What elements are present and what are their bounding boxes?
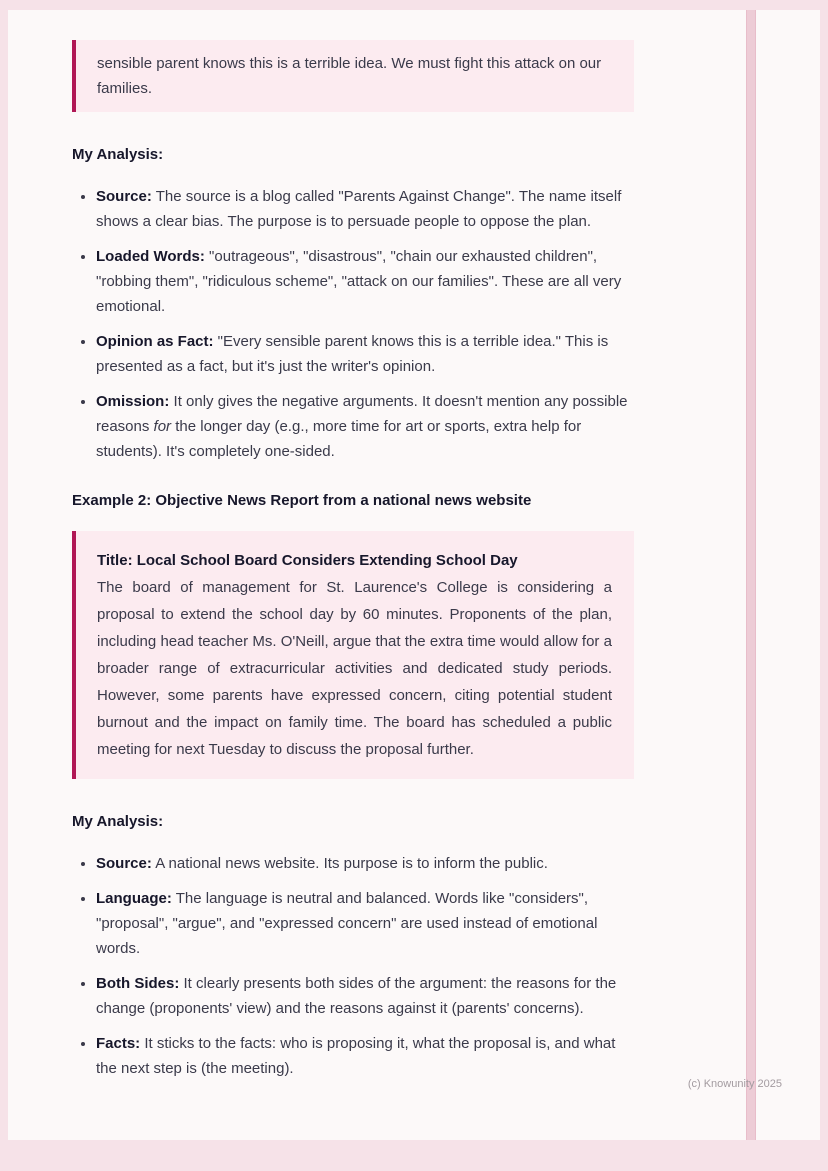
item-label: Facts: <box>96 1035 141 1052</box>
quote-2-body: The board of management for St. Laurence's College is considering a proposal to extend the school day by 60 minutes. Proponents of the plan, including head teacher Ms. O'Neill, argue that the extra time would allow for a broader range of extracurricular activities and dedicated study periods. However, some parents have expressed concern, citing potential student burnout and the impact on family time. The board has scheduled a public meeting for next Tuesday to discuss the proposal further. <box>97 579 612 758</box>
page-content <box>8 10 638 1081</box>
list-item <box>96 1031 634 1081</box>
item-text: "Every sensible parent knows this is a terrible idea." This is presented as a fact, but it's just the writer's opinion. <box>96 333 609 375</box>
item-label: Language: <box>96 890 172 907</box>
quote-block-2 <box>72 531 634 779</box>
quote-1-text: sensible parent knows this is a terrible idea. We must fight this attack on our families. <box>97 55 602 97</box>
list-item <box>96 886 634 961</box>
page-edge-stripe <box>746 10 756 1140</box>
item-text: "outrageous", "disastrous", "chain our exhausted children", "robbing them", "ridiculous scheme", "attack on our families". These are all very emotional. <box>96 248 622 315</box>
item-text: The language is neutral and balanced. Words like "considers", "proposal", "argue", and "expressed concern" are used instead of emotional words. <box>96 890 598 957</box>
item-label: Both Sides: <box>96 975 180 992</box>
list-item <box>96 851 634 876</box>
item-text: A national news website. Its purpose is to inform the public. <box>151 855 548 872</box>
quote-2-title: Title: Local School Board Considers Extending School Day <box>97 552 518 569</box>
list-item <box>96 184 634 234</box>
footer-credit: (c) Knowunity 2025 <box>687 1078 782 1090</box>
analysis-2-heading: My Analysis: <box>72 813 164 830</box>
item-text: The source is a blog called "Parents Against Change". The name itself shows a clear bias. The purpose is to persuade people to oppose the plan. <box>96 188 622 230</box>
document-page <box>8 10 820 1140</box>
item-text: It clearly presents both sides of the argument: the reasons for the change (proponents' view) and the reasons against it (parents' concerns). <box>96 975 617 1017</box>
item-label: Omission: <box>96 393 170 410</box>
analysis-1-list <box>72 184 634 464</box>
item-label: Loaded Words: <box>96 248 205 265</box>
list-item <box>96 389 634 464</box>
example-2-heading: Example 2: Objective News Report from a national news website <box>72 492 532 509</box>
quote-block-1 <box>72 40 634 112</box>
item-text: It only gives the negative arguments. It doesn't mention any possible reasons <box>96 393 628 435</box>
analysis-2-list <box>72 851 634 1081</box>
item-text: the longer day (e.g., more time for art or sports, extra help for students). It's completely one-sided. <box>96 418 582 460</box>
item-emphasis: for <box>153 418 172 435</box>
item-label: Opinion as Fact: <box>96 333 214 350</box>
list-item <box>96 329 634 379</box>
list-item <box>96 971 634 1021</box>
item-label: Source: <box>96 188 152 205</box>
analysis-1-heading: My Analysis: <box>72 146 164 163</box>
list-item <box>96 244 634 319</box>
item-label: Source: <box>96 855 152 872</box>
item-text: It sticks to the facts: who is proposing it, what the proposal is, and what the next step is (the meeting). <box>96 1035 616 1077</box>
